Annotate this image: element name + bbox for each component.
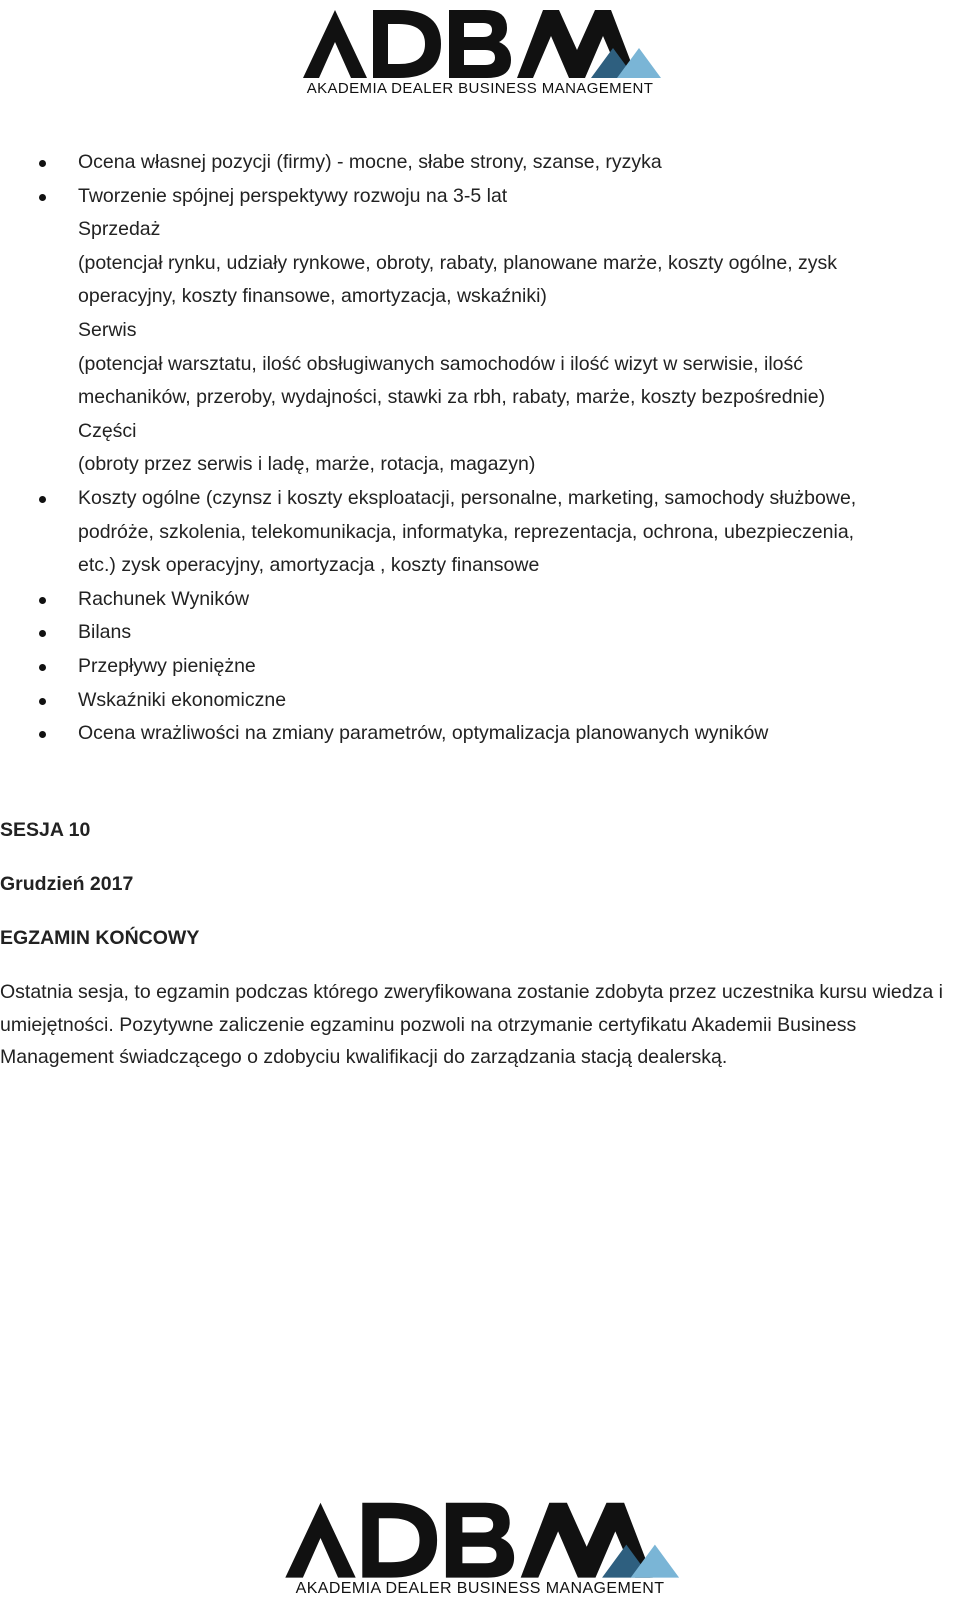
bullet-item: Ocena wrażliwości na zmiany parametrów, optymalizacja planowanych wyników — [0, 717, 952, 751]
continuation-line: Części — [78, 419, 137, 442]
continuation-line: (potencjał rynku, udziały rynkowe, obroty, rabaty, planowane marże, koszty ogólne, zysk — [78, 251, 838, 274]
adbm-logo-icon — [275, 1494, 685, 1582]
header-logo — [295, 2, 665, 97]
continuation-line: podróże, szkolenia, telekomunikacja, informatyka, reprezentacja, ochrona, ubezpieczenia, — [78, 520, 855, 543]
continuation-line: (potencjał warsztatu, ilość obsługiwanych samochodów i ilość wizyt w serwisie, ilość — [78, 352, 804, 375]
logo-caption: AKADEMIA DEALER BUSINESS MANAGEMENT — [295, 1580, 665, 1597]
bullet-item: Tworzenie spójnej perspektywy rozwoju na 3-5 lat — [0, 180, 952, 214]
continuation-line: Sprzedaż — [78, 218, 161, 241]
session-number: SESJA 10 — [0, 819, 91, 841]
bullet-item: Koszty ogólne (czynsz i koszty eksploatacji, personalne, marketing, samochody służbowe, — [0, 482, 952, 516]
program-list — [0, 146, 952, 751]
session-date: Grudzień 2017 — [0, 873, 134, 895]
session-title: EGZAMIN KOŃCOWY — [0, 927, 200, 949]
session-description: Ostatnia sesja, to egzamin podczas którego zweryfikowana zostanie zdobyta przez uczestnika kursu wiedza i umiejętności. Pozytywne zaliczenie egzaminu pozwoli na otrzymanie certyfikatu Akademii Business Management świadczącego o zdobyciu kwalifikacji do zarządzania stacją dealerską. — [0, 981, 943, 1068]
continuation-line: operacyjny, koszty finansowe, amortyzacja, wskaźniki) — [78, 285, 547, 308]
session-section — [0, 814, 952, 1074]
continuation-line: (obroty przez serwis i ladę, marże, rotacja, magazyn) — [78, 453, 536, 476]
bullet-item: Wskaźniki ekonomiczne — [0, 684, 952, 718]
continuation-line: etc.) zysk operacyjny, amortyzacja , koszty finansowe — [78, 554, 540, 577]
footer-logo — [275, 1494, 685, 1598]
bullet-item: Przepływy pieniężne — [0, 650, 952, 684]
adbm-logo-icon — [295, 2, 665, 82]
bullet-item: Ocena własnej pozycji (firmy) - mocne, słabe strony, szanse, ryzyka — [0, 146, 952, 180]
continuation-line: mechaników, przeroby, wydajności, stawki za rbh, rabaty, marże, koszty bezpośrednie) — [78, 386, 826, 409]
program-content — [0, 146, 952, 751]
continuation-line: Serwis — [78, 318, 137, 341]
bullet-item: Rachunek Wyników — [0, 583, 952, 617]
bullet-item: Bilans — [0, 616, 952, 650]
logo-caption: AKADEMIA DEALER BUSINESS MANAGEMENT — [306, 80, 654, 97]
